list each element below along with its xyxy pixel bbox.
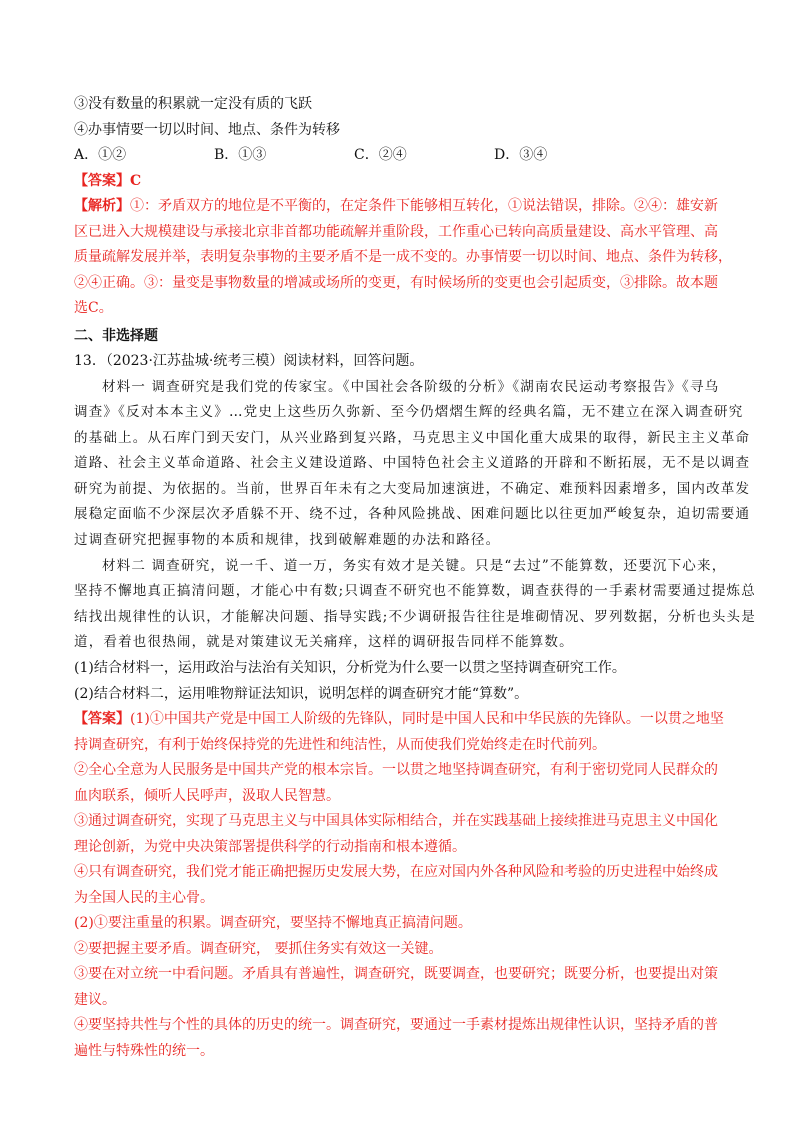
section-heading: 二、非选择题 — [74, 327, 158, 344]
answer-line-7: ④只有调查研究，我们党才能正确把握历史发展大势，在应对国内外各种风险和考验的历史进程中始终成 — [74, 864, 718, 881]
material-1 — [74, 375, 751, 554]
material2-line-3: 结找出规律性的认识，才能解决问题、指导实践;不少调研报告往往是堆砌情况、罗列数据，分析也头头是 — [74, 608, 756, 625]
answer-line-14: 遍性与特殊性的统一。 — [74, 1042, 214, 1059]
answer-options — [74, 143, 734, 169]
q13-answer — [74, 707, 734, 1064]
material1-line-5: 研究为前提、为依据的。当前，世界百年未有之大变局加速演进，不确定、难预料因素增多，国内改革发 — [74, 480, 751, 497]
option-d: D．③④ — [494, 147, 548, 163]
answer-line-10: ②要把握主要矛盾。调查研究， 要抓住务实有效这一关键。 — [74, 940, 443, 957]
statement-4: ④办事情要一切以时间、地点、条件为转移 — [74, 121, 340, 138]
option-a: A．①② — [74, 147, 127, 163]
option-b: B．①③ — [214, 147, 267, 163]
analysis-line-3: 质量疏解发展并举，表明复杂事物的主要矛盾不是一成不变的。办事情要一切以时间、地点、条件为转移， — [74, 249, 732, 265]
material1-line-1: 材料一 调查研究是我们党的传家宝。《中国社会各阶级的分析》《湖南农民运动考察报告》《寻乌 — [102, 378, 720, 395]
option-c: C．②④ — [354, 147, 407, 163]
material1-line-6: 展稳定面临不少深层次矛盾躲不开、绕不过，各种风险挑战、困难问题比以往更加严峻复杂，迫切需要通 — [74, 506, 751, 523]
material2-line-2: 坚持不懈地真正搞清问题，才能心中有数;只调查不研究也不能算数，调查获得的一手素材需要通过提炼总 — [74, 583, 756, 600]
material-2 — [74, 554, 756, 656]
answer-line-3: ②全心全意为人民服务是中国共产党的根本宗旨。一以贯之地坚持调查研究，有利于密切党同人民群众的 — [74, 762, 718, 779]
answer-tag: 【答案】 — [74, 172, 130, 189]
answer-line-9: (2)①要注重量的积累。调查研究，要坚持不懈地真正搞清问题。 — [74, 915, 472, 932]
sub-question-2: (2)结合材料二，运用唯物辩证法知识，说明怎样的调查研究才能“算数”。 — [74, 685, 529, 702]
answer-line-6: 理论创新，为党中央决策部署提供科学的行动指南和根本遵循。 — [74, 838, 466, 855]
answer-tag: 【答案】 — [74, 711, 130, 728]
analysis-tag: 【解析】 — [74, 198, 130, 214]
analysis-line-4: ②④正确。③：量变是事物数量的增减或场所的变更，有时候场所的变更也会引起质变，③排除。故本题 — [74, 274, 718, 291]
material1-line-3: 的基础上。从石库门到天安门，从兴业路到复兴路，马克思主义中国化重大成果的取得，新民主主义革命 — [74, 429, 751, 446]
answer-value: C — [130, 172, 142, 189]
answer-line-4: 血肉联系，倾听人民呼声，汲取人民智慧。 — [74, 787, 340, 804]
material2-line-1: 材料二 调查研究，说一千、道一万，务实有效才是关键。只是“去过”不能算数，还要沉下心来， — [102, 557, 727, 574]
document-page — [74, 92, 756, 1064]
answer-line-2: 持调查研究，有利于始终保持党的先进性和纯洁性，从而使我们党始终走在时代前列。 — [74, 736, 606, 753]
material1-line-4: 道路、社会主义革命道路、社会主义建设道路、中国特色社会主义道路的开辟和不断拓展，无不是以调查 — [74, 455, 751, 472]
answer-line-13: ④要坚持共性与个性的具体的历史的统一。调查研究，要通过一手素材提炼出规律性认识，坚持矛盾的普 — [74, 1017, 718, 1034]
material1-line-2: 调查》《反对本本主义》…党史上这些历久弥新、至今仍熠熠生辉的经典名篇，无不建立在深入调查研究 — [74, 404, 744, 421]
analysis-line-1: 【解析】①：矛盾双方的地位是不平衡的，在定条件下能够相互转化，①说法错误，排除。②④：雄安新 — [74, 198, 718, 214]
answer-line-5: ③通过调查研究，实现了马克思主义与中国具体实际相结合，并在实践基础上接续推进马克思主义中国化 — [74, 813, 718, 830]
answer-line-8: 为全国人民的主心骨。 — [74, 889, 214, 906]
material2-line-4: 道，看着也很热闹，就是对策建议无关痛痒，这样的调研报告同样不能算数。 — [74, 634, 574, 651]
answer-line-11: ③要在对立统一中看问题。矛盾具有普遍性，调查研究，既要调查，也要研究；既要分析，也要提出对策 — [74, 966, 718, 983]
answer-line-1: 【答案】(1)①中国共产党是中国工人阶级的先锋队，同时是中国人民和中华民族的先锋队。一以贯之地坚 — [74, 711, 724, 728]
material1-line-7: 过调查研究把握事物的本质和规律，找到破解难题的办法和路径。 — [74, 532, 501, 549]
q12-answer — [74, 169, 734, 195]
sub-question-1: (1)结合材料一，运用政治与法治有关知识，分析党为什么要一以贯之坚持调查研究工作。 — [74, 660, 626, 677]
q12-analysis — [74, 194, 734, 322]
analysis-line-5: 选C。 — [74, 300, 113, 316]
answer-line-12: 建议。 — [74, 991, 116, 1008]
analysis-line-2: 区已进入大规模建设与承接北京非首都功能疏解并重阶段，工作重心已转向高质量建设、高水平管理、高 — [74, 223, 718, 240]
statement-3: ③没有数量的积累就一定没有质的飞跃 — [74, 96, 312, 112]
q13-header: 13．（2023·江苏盐城·统考三模）阅读材料，回答问题。 — [74, 353, 424, 369]
